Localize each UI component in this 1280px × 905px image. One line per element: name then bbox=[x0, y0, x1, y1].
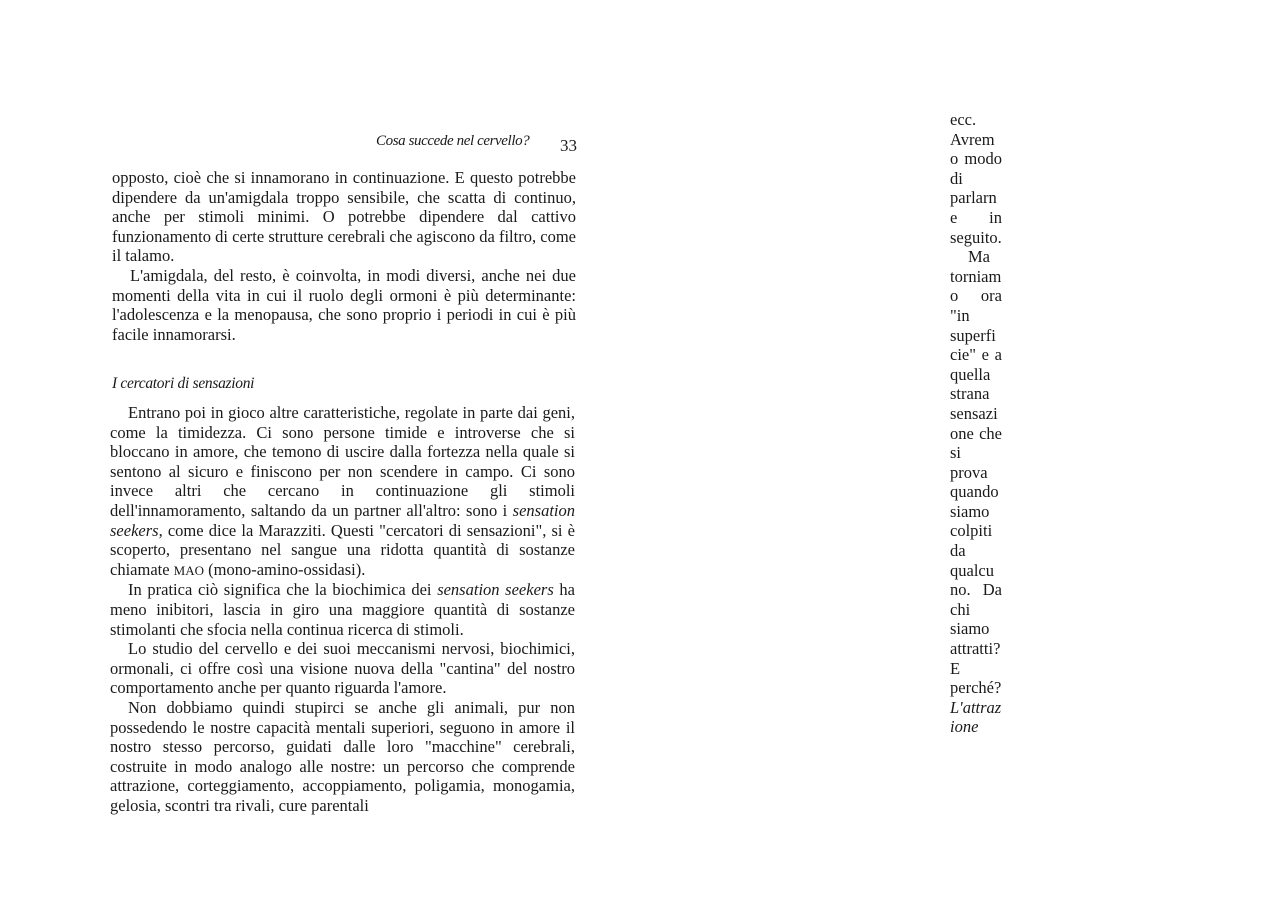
page-number: 33 bbox=[560, 136, 577, 155]
text-column-main bbox=[110, 403, 575, 815]
paragraph: Ma torniamo ora "in superficie" e a quella strana sensazione che si prova quando siamo colpiti da qualcuno. Da chi siamo attratti? E perché? bbox=[950, 247, 1002, 698]
section-title: I cercatori di sensazioni bbox=[112, 375, 255, 392]
running-title: Cosa succede nel cervello? bbox=[376, 133, 530, 149]
paragraph: opposto, cioè che si innamorano in continuazione. E questo potrebbe dipendere da un'amigdala troppo sensibile, che scatta di continuo, anche per stimoli minimi. O potrebbe dipendere dal cattivo funzionamento di certe strutture cerebrali che agiscono da filtro, come il talamo. bbox=[112, 168, 576, 266]
paragraph: ecc. Avremo modo di parlarne in seguito. bbox=[950, 110, 1002, 247]
narrow-text-column bbox=[950, 110, 1002, 737]
subheading: L'attrazione bbox=[950, 697, 1002, 737]
paragraph: Non dobbiamo quindi stupirci se anche gli animali, pur non possedendo le nostre capacità mentali superiori, seguono in amore il nostro stesso percorso, guidati dalle loro "macchine" cerebrali, costruite in modo analogo alle nostre: un percorso che comprende attrazione, corteggiamento, accoppiamento, poligamia, monogamia, gelosia, scontri tra rivali, cure parentali bbox=[110, 697, 575, 815]
paragraph: L'amigdala, del resto, è coinvolta, in modi diversi, anche nei due momenti della vita in cui il ruolo degli ormoni è più determinante: l'adolescenza e la menopausa, che sono proprio i periodi in cui è più facile innamorarsi. bbox=[112, 265, 576, 344]
paragraph: Entrano poi in gioco altre caratteristiche, regolate in parte dai geni, come la timidezza. Ci sono persone timide e introverse che si bloccano in amore, che temono di uscire dalla fortezza nella quale si sentono al sicuro e finiscono per non scendere in campo. Ci sono invece altri che cercano in continuazione gli stimoli dell'innamoramento, saltando da un partner all'altro: sono i sensation seekers, come dice la Marazziti. Questi "cercatori di sensazioni", si è scoperto, presentano nel sangue una ridotta quantità di sostanze chiamate MAO (mono-amino-ossidasi). bbox=[110, 403, 575, 579]
text-column-top bbox=[112, 168, 576, 344]
paragraph: Lo studio del cervello e dei suoi meccanismi nervosi, biochimici, ormonali, ci offre così una visione nuova della "cantina" del nostro comportamento anche per quanto riguarda l'amore. bbox=[110, 639, 575, 698]
paragraph: In pratica ciò significa che la biochimica dei sensation seekers ha meno inibitori, lascia in giro una maggiore quantità di sostanze stimolanti che sfocia nella continua ricerca di stimoli. bbox=[110, 580, 575, 639]
